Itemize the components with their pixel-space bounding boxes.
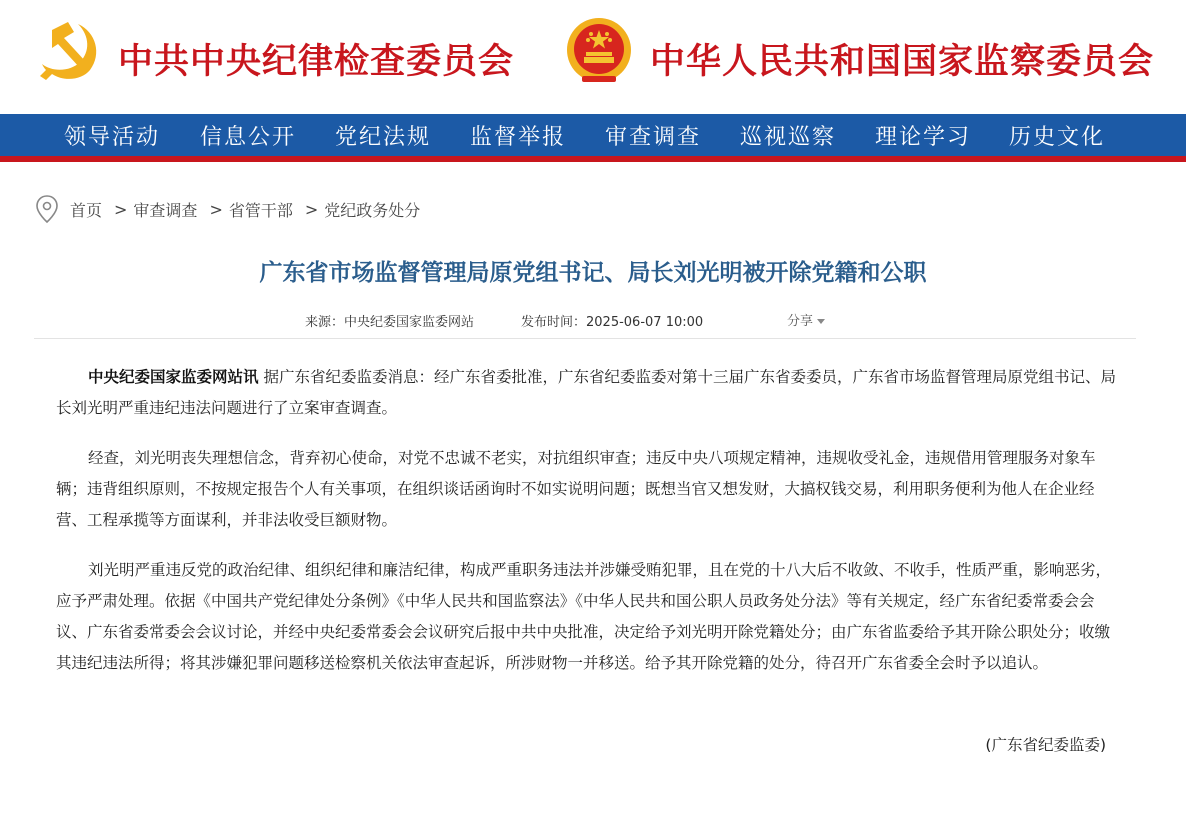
party-emblem-icon[interactable] — [38, 18, 104, 84]
article-paragraph: 刘光明严重违反党的政治纪律、组织纪律和廉洁纪律，构成严重职务违法并涉嫌受贿犯罪，且在党的十八大后不收敛、不收手，性质严重，影响恶劣，应予严肃处理。依据《中国共产党纪律处分条例》《中华人民共和国监察法》《中华人民共和国公职人员政务处分法》等有关规定，经广东省纪委常委会会议、广东省委常委会会议讨论，并经中央纪委常委会会议研究后报中共中央批准，决定给予刘光明开除党籍处分；由广东省监委给予其开除公职处分；收缴其违纪违法所得；将其涉嫌犯罪问题移送检察机关依法审查起诉，所涉财物一并移送。给予其开除党籍的处分，待召开广东省委全会时予以追认。 — [56, 561, 1112, 672]
share-button[interactable] — [787, 310, 825, 329]
article-title: 广东省市场监督管理局原党组书记、局长刘光明被开除党籍和公职 — [259, 260, 927, 286]
nav-item-inspection[interactable]: 巡视巡察 — [740, 125, 837, 150]
supervision-commission-title: 中华人民共和国国家监察委员会 — [650, 41, 1155, 82]
share-label: 分享 — [787, 314, 814, 329]
nav-item-investigation[interactable]: 审查调查 — [605, 125, 702, 150]
breadcrumb — [34, 194, 420, 224]
time-label: 发布时间： — [521, 315, 587, 330]
breadcrumb-investigation[interactable]: 审查调查 — [133, 200, 198, 220]
time-value: 2025-06-07 10:00 — [586, 315, 704, 330]
commission-title: 中共中央纪律检查委员会 — [118, 41, 515, 82]
paragraph-text: 据广东省纪委监委消息：经广东省委批准，广东省纪委监委对第十三届广东省委委员，广东省市场监督管理局原党组书记、局长刘光明严重违纪违法问题进行了立案审查调查。 — [56, 368, 1116, 417]
article-paragraph — [56, 362, 1116, 424]
location-pin-icon — [34, 194, 60, 224]
national-emblem-icon[interactable] — [564, 16, 634, 88]
main-nav — [0, 114, 1186, 162]
article-paragraph: 经查，刘光明丧失理想信念，背弃初心使命，对党不忠诚不老实，对抗组织审查；违反中央八项规定精神，违规收受礼金，违规借用管理服务对象车辆；违背组织原则，不按规定报告个人有关事项，在组织谈话函询时不如实说明问题；既想当官又想发财，大搞权钱交易，利用职务便利为他人在企业经营、工程承揽等方面谋利，并非法收受巨额财物。 — [56, 449, 1096, 529]
article-time — [521, 311, 703, 330]
nav-item-reporting[interactable]: 监督举报 — [470, 125, 567, 150]
chevron-down-icon — [817, 319, 825, 324]
nav-item-history[interactable]: 历史文化 — [1009, 125, 1106, 150]
breadcrumb-separator: > — [114, 199, 128, 219]
breadcrumb-home[interactable]: 首页 — [70, 200, 103, 220]
breadcrumb-disciplinary-sanctions[interactable]: 党纪政务处分 — [324, 200, 421, 220]
source-value: 中央纪委国家监委网站 — [344, 315, 475, 330]
article-source — [305, 311, 474, 330]
article-body — [56, 362, 1116, 698]
breadcrumb-separator: > — [304, 199, 319, 219]
site-header — [0, 0, 1186, 114]
article-lead: 中央纪委国家监委网站讯 — [88, 368, 259, 386]
divider — [34, 338, 1136, 339]
breadcrumb-separator: > — [209, 199, 223, 219]
nav-item-disclosure[interactable]: 信息公开 — [200, 125, 297, 150]
nav-item-regulations[interactable]: 党纪法规 — [335, 125, 432, 150]
breadcrumb-provincial-cadres[interactable]: 省管干部 — [228, 200, 293, 220]
nav-item-theory[interactable]: 理论学习 — [875, 125, 972, 150]
source-label: 来源： — [305, 315, 345, 330]
article-signature: (广东省纪委监委) — [985, 736, 1106, 754]
nav-item-leadership[interactable]: 领导活动 — [64, 125, 161, 150]
